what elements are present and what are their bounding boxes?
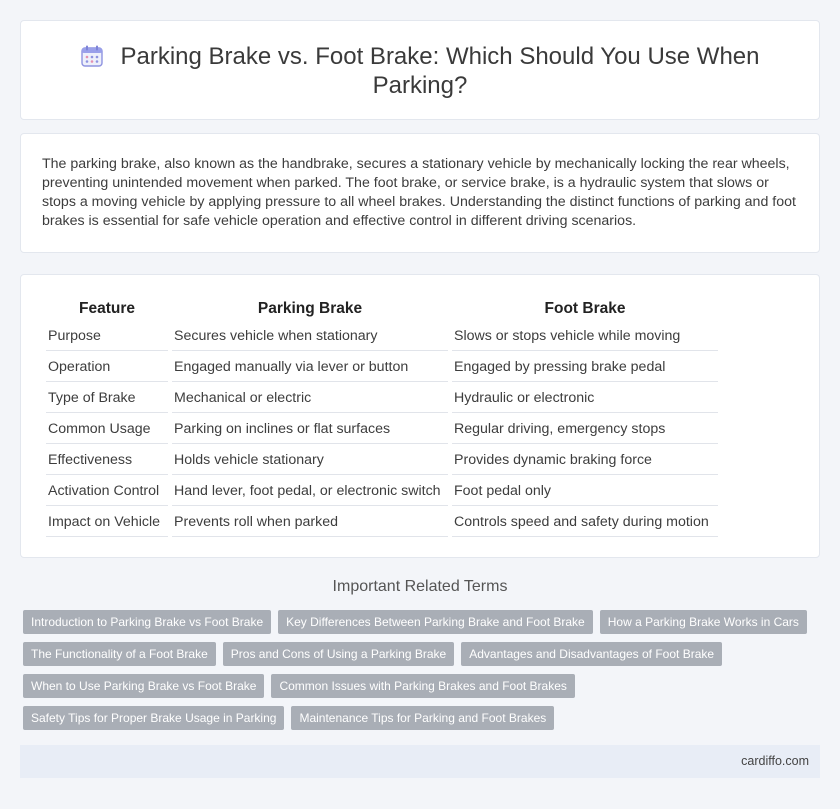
page-title-line2: Parking?	[372, 72, 468, 99]
related-tag[interactable]: Safety Tips for Proper Brake Usage in Parking	[23, 706, 284, 730]
header-card	[20, 20, 820, 120]
intro-paragraph: The parking brake, also known as the handbrake, secures a stationary vehicle by mechanically locking the rear wheels, preventing unintended movement when parked. The foot brake, or service brake, is a hydraulic system that slows or stops a moving vehicle by applying pressure to all wheel brakes. Understanding the distinct functions of parking and foot brakes is essential for safe vehicle operation and effective control in different driving scenarios.	[42, 156, 796, 229]
related-tag[interactable]: When to Use Parking Brake vs Foot Brake	[23, 674, 264, 698]
comparison-card	[20, 274, 820, 558]
table-cell: Type of Brake	[46, 384, 168, 413]
table-row	[46, 384, 718, 413]
calendar-icon	[81, 45, 103, 67]
related-terms-title: Important Related Terms	[332, 578, 508, 595]
table-cell: Holds vehicle stationary	[172, 446, 448, 475]
table-cell: Mechanical or electric	[172, 384, 448, 413]
table-cell: Engaged manually via lever or button	[172, 353, 448, 382]
page-title-line1: Parking Brake vs. Foot Brake: Which Should You Use When	[120, 43, 760, 70]
table-row	[46, 477, 718, 506]
related-tag[interactable]: Key Differences Between Parking Brake and Foot Brake	[278, 610, 593, 634]
table-cell: Purpose	[46, 322, 168, 351]
table-cell: Secures vehicle when stationary	[172, 322, 448, 351]
table-cell: Controls speed and safety during motion	[452, 508, 718, 537]
table-row	[46, 508, 718, 537]
table-cell: Hydraulic or electronic	[452, 384, 718, 413]
table-cell: Slows or stops vehicle while moving	[452, 322, 718, 351]
table-row	[46, 322, 718, 351]
table-cell: Activation Control	[46, 477, 168, 506]
table-cell: Hand lever, foot pedal, or electronic switch	[172, 477, 448, 506]
table-cell: Regular driving, emergency stops	[452, 415, 718, 444]
related-tag[interactable]: How a Parking Brake Works in Cars	[600, 610, 807, 634]
related-tag[interactable]: Maintenance Tips for Parking and Foot Brakes	[291, 706, 554, 730]
table-row	[46, 446, 718, 475]
table-cell: Operation	[46, 353, 168, 382]
related-terms-tags	[23, 610, 823, 738]
header-foot-brake: Foot Brake	[544, 300, 626, 317]
table-cell: Effectiveness	[46, 446, 168, 475]
table-header-row	[46, 296, 718, 320]
intro-card	[20, 133, 820, 253]
related-tag[interactable]: Introduction to Parking Brake vs Foot Brake	[23, 610, 271, 634]
table-cell: Impact on Vehicle	[46, 508, 168, 537]
related-tag[interactable]: The Functionality of a Foot Brake	[23, 642, 216, 666]
related-tag[interactable]: Advantages and Disadvantages of Foot Brake	[461, 642, 722, 666]
footer	[20, 745, 820, 778]
table-cell: Parking on inclines or flat surfaces	[172, 415, 448, 444]
footer-site-link[interactable]: cardiffo.com	[741, 754, 809, 768]
page-title	[21, 42, 819, 100]
table-cell: Prevents roll when parked	[172, 508, 448, 537]
comparison-table	[42, 294, 722, 539]
table-cell: Foot pedal only	[452, 477, 718, 506]
table-cell: Provides dynamic braking force	[452, 446, 718, 475]
table-cell: Common Usage	[46, 415, 168, 444]
table-cell: Engaged by pressing brake pedal	[452, 353, 718, 382]
header-feature: Feature	[79, 300, 135, 317]
related-tag[interactable]: Common Issues with Parking Brakes and Foot Brakes	[271, 674, 574, 698]
header-parking-brake: Parking Brake	[257, 300, 363, 317]
table-row	[46, 353, 718, 382]
table-row	[46, 415, 718, 444]
related-tag[interactable]: Pros and Cons of Using a Parking Brake	[223, 642, 454, 666]
